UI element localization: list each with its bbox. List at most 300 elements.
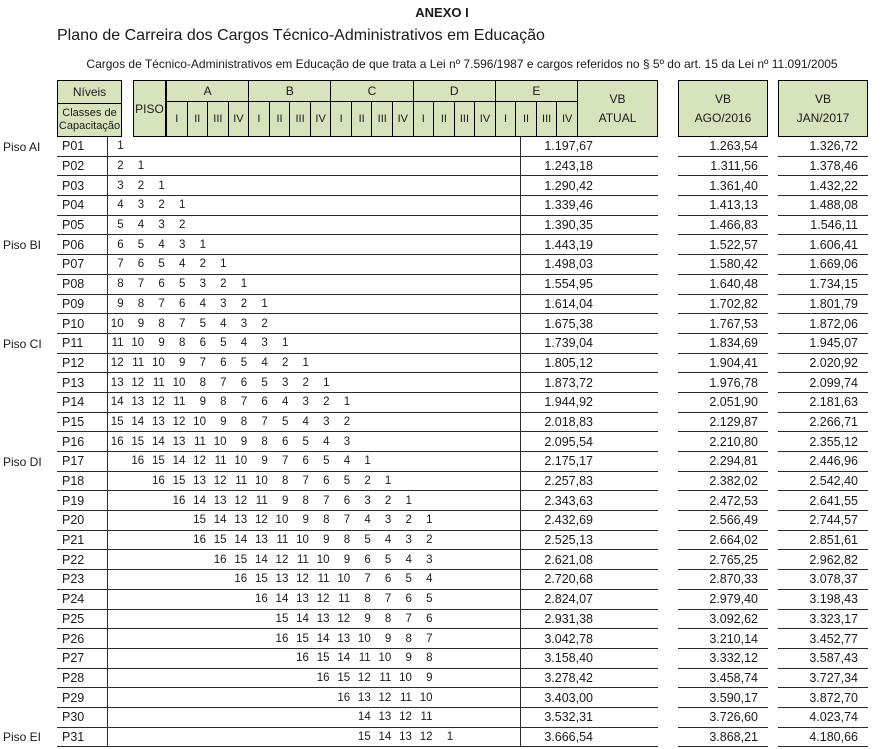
sublevel-header: II [434, 102, 455, 136]
step-cell: 8 [426, 652, 433, 665]
step-cell [438, 354, 459, 373]
vb-ago-line2: AGO/2016 [694, 110, 752, 125]
step-cell: 8 [261, 435, 268, 448]
table-row [0, 334, 884, 354]
step-cell [417, 295, 438, 314]
table-row [0, 590, 884, 610]
step-cell [438, 629, 459, 648]
step-cell [252, 669, 273, 688]
step-cell [273, 708, 294, 727]
step-cell: 5 [240, 356, 248, 369]
step-cell [335, 314, 356, 333]
piso-group-label [0, 157, 57, 177]
step-cell: 10 [254, 475, 268, 488]
step-cell [211, 137, 232, 156]
table-row [0, 137, 884, 157]
step-cell [108, 669, 129, 688]
step-cell [396, 393, 417, 412]
step-cell [355, 176, 376, 195]
step-cell [479, 432, 500, 451]
step-cell: 10 [316, 553, 330, 566]
vb-atual-line2: ATUAL [598, 110, 637, 125]
step-cell [335, 373, 356, 392]
step-cell: 3 [158, 219, 165, 232]
step-cell: 5 [261, 376, 268, 389]
piso-cell: P28 [57, 669, 108, 688]
step-cell [252, 216, 273, 235]
step-cell [438, 452, 459, 471]
step-cell: 6 [158, 278, 165, 291]
column-gap [768, 216, 778, 236]
vb-ago-2016-cell: 2.566,49 [678, 511, 768, 531]
vb-atual-cell: 2.095,54 [520, 432, 601, 451]
step-cell [479, 629, 500, 648]
vb-atual-cell: 1.443,19 [520, 235, 601, 254]
vb-jan-2017-cell: 2.542,40 [778, 472, 868, 492]
step-cell: 4 [199, 297, 206, 310]
step-cell: 6 [117, 238, 124, 251]
step-cell [170, 688, 191, 707]
step-cell [458, 649, 479, 668]
step-cell [108, 629, 129, 648]
row-main-segment [57, 511, 658, 531]
step-cell [108, 511, 129, 530]
step-cell [129, 511, 150, 530]
column-gap [658, 373, 678, 393]
step-cell: 14 [254, 553, 268, 566]
step-cell [129, 629, 150, 648]
step-cell: 10 [296, 534, 309, 547]
step-cell: 6 [137, 258, 145, 271]
column-gap [768, 570, 778, 590]
step-cell: 13 [296, 593, 309, 606]
vb-jan-2017-cell: 1.734,15 [778, 275, 868, 295]
step-cell [293, 196, 314, 215]
step-cell [232, 649, 253, 668]
row-main-segment [57, 393, 658, 413]
step-cell [479, 708, 500, 727]
step-cell [211, 570, 232, 589]
step-cell: 1 [261, 297, 268, 310]
step-cell [376, 216, 397, 235]
step-cell [458, 137, 479, 156]
step-cell [355, 314, 376, 333]
step-cell [458, 314, 479, 333]
step-cell [479, 550, 500, 569]
sublevel-header: II [516, 102, 537, 136]
step-cell: 13 [378, 711, 392, 724]
step-cell: 5 [158, 258, 165, 271]
piso-group-label: Piso DI [3, 454, 42, 469]
step-cell [293, 137, 314, 156]
step-cell [499, 669, 520, 688]
step-cell: 1 [117, 140, 124, 153]
step-cell: 7 [240, 396, 248, 409]
row-main-segment [57, 314, 658, 334]
step-cell [108, 590, 129, 609]
step-cell: 10 [378, 652, 392, 665]
step-cell [438, 373, 459, 392]
step-cell [170, 728, 191, 747]
vb-jan-2017-cell: 2.851,61 [778, 531, 868, 551]
step-cell: 12 [399, 711, 412, 724]
vb-atual-cell: 1.739,04 [520, 334, 601, 353]
column-gap [768, 176, 778, 196]
vb-ago-2016-cell: 2.129,87 [678, 413, 768, 433]
step-cell [458, 354, 479, 373]
step-cell: 3 [199, 278, 206, 291]
column-gap [768, 491, 778, 511]
piso-group-label [0, 373, 57, 393]
step-cell [458, 275, 479, 294]
step-cell [499, 354, 520, 373]
table-row [0, 235, 884, 255]
row-main-segment [57, 708, 658, 728]
steps-cells [108, 176, 520, 195]
steps-cells [108, 137, 520, 156]
step-cell [190, 157, 211, 176]
step-cell [211, 708, 232, 727]
step-cell: 7 [178, 317, 186, 330]
vb-ago-2016-cell: 1.263,54 [678, 137, 768, 157]
annex-title: ANEXO I [415, 5, 469, 20]
step-cell [232, 235, 253, 254]
step-cell: 11 [235, 475, 248, 488]
steps-cells [108, 472, 520, 491]
sublevel-header: III [537, 102, 558, 136]
vb-ago-2016-cell: 1.522,57 [678, 235, 768, 255]
step-cell [458, 235, 479, 254]
step-cell [396, 196, 417, 215]
step-cell [335, 176, 356, 195]
step-cell [499, 216, 520, 235]
vb-jan-2017-cell: 1.546,11 [778, 216, 868, 236]
step-cell: 1 [446, 730, 454, 743]
step-cell: 7 [281, 455, 289, 468]
step-cell [438, 413, 459, 432]
step-cell: 4 [364, 514, 371, 527]
step-cell [499, 295, 520, 314]
column-gap [658, 531, 678, 551]
table-row [0, 275, 884, 295]
column-gap [658, 216, 678, 236]
vb-atual-cell: 2.931,38 [520, 610, 601, 629]
piso-group-label [0, 570, 57, 590]
table-row [0, 196, 884, 216]
piso-group-label [0, 176, 57, 196]
step-cell [149, 708, 170, 727]
step-cell [314, 275, 335, 294]
step-cell [396, 432, 417, 451]
step-cell: 15 [193, 514, 206, 527]
step-cell [396, 137, 417, 156]
column-gap [658, 570, 678, 590]
step-cell: 9 [158, 337, 165, 350]
step-cell: 4 [137, 219, 145, 232]
piso-group-label [0, 275, 57, 295]
column-gap [658, 550, 678, 570]
step-cell: 1 [426, 514, 433, 527]
step-cell [273, 728, 294, 747]
step-cell [252, 196, 273, 215]
step-cell [458, 570, 479, 589]
step-cell [376, 196, 397, 215]
vb-jan-2017-cell: 1.872,06 [778, 314, 868, 334]
step-cell [252, 708, 273, 727]
vb-ago-2016-cell: 2.382,02 [678, 472, 768, 492]
step-cell [190, 196, 211, 215]
column-gap [768, 354, 778, 374]
step-cell: 5 [384, 553, 392, 566]
row-main-segment [57, 413, 658, 433]
piso-group-label [0, 196, 57, 216]
step-cell: 2 [117, 160, 124, 173]
vb-jan-2017-cell: 1.488,08 [778, 196, 868, 216]
steps-cells [108, 570, 520, 589]
piso-cell: P19 [57, 491, 108, 510]
piso-group-label [0, 669, 57, 689]
vb-jan-line1: VB [814, 91, 831, 106]
header-niveis: Níveis [57, 80, 122, 104]
piso-group-label: Piso EI [3, 730, 42, 745]
piso-cell: P22 [57, 550, 108, 569]
column-gap [768, 413, 778, 433]
vb-ago-2016-cell: 2.664,02 [678, 531, 768, 551]
step-cell: 5 [426, 593, 433, 606]
step-cell: 5 [281, 415, 289, 428]
step-cell [149, 137, 170, 156]
step-cell: 16 [172, 494, 186, 507]
step-cell [438, 196, 459, 215]
step-cell: 15 [275, 612, 289, 625]
step-cell: 16 [296, 652, 309, 665]
step-cell [273, 275, 294, 294]
vb-jan-2017-cell: 1.945,07 [778, 334, 868, 354]
column-gap [768, 235, 778, 255]
step-cell: 16 [337, 691, 351, 704]
step-cell: 3 [117, 179, 124, 192]
step-cell [438, 432, 459, 451]
step-cell [335, 157, 356, 176]
piso-cell: P04 [57, 196, 108, 215]
step-cell [479, 295, 500, 314]
step-cell: 4 [240, 337, 248, 350]
piso-cell: P12 [57, 354, 108, 373]
piso-cell: P02 [57, 157, 108, 176]
steps-cells [108, 669, 520, 688]
column-gap [768, 511, 778, 531]
step-cell [293, 708, 314, 727]
step-cell [335, 275, 356, 294]
steps-cells [108, 452, 520, 471]
column-gap [658, 393, 678, 413]
step-cell [479, 688, 500, 707]
vb-ago-2016-cell: 1.413,13 [678, 196, 768, 216]
step-cell [417, 275, 438, 294]
sublevel-header: I [249, 102, 270, 136]
vb-atual-cell: 2.432,69 [520, 511, 601, 530]
step-cell [479, 235, 500, 254]
step-cell: 2 [405, 514, 412, 527]
step-cell [190, 176, 211, 195]
step-cell [458, 216, 479, 235]
step-cell [499, 373, 520, 392]
step-cell: 15 [296, 632, 309, 645]
piso-group-label [0, 531, 57, 551]
step-cell [438, 334, 459, 353]
step-cell: 4 [281, 396, 289, 409]
step-cell [129, 669, 150, 688]
step-cell [479, 590, 500, 609]
step-cell [129, 570, 150, 589]
step-cell [417, 354, 438, 373]
step-cell: 15 [213, 534, 227, 547]
column-gap [658, 275, 678, 295]
step-cell [417, 196, 438, 215]
vb-jan-2017-cell: 1.432,22 [778, 176, 868, 196]
step-cell [170, 531, 191, 550]
vb-ago-2016-cell: 1.976,78 [678, 373, 768, 393]
table-row [0, 728, 884, 748]
step-cell [129, 137, 150, 156]
step-cell: 11 [173, 396, 186, 409]
step-cell: 1 [220, 258, 227, 271]
step-cell [273, 314, 294, 333]
column-gap [658, 629, 678, 649]
step-cell [355, 413, 376, 432]
column-gap [658, 235, 678, 255]
sublevel-header: IV [229, 102, 250, 136]
step-cell [129, 610, 150, 629]
step-cell [499, 275, 520, 294]
table-body [0, 137, 884, 747]
step-cell [417, 393, 438, 412]
vb-jan-2017-cell: 1.669,06 [778, 255, 868, 275]
steps-cells [108, 157, 520, 176]
vb-jan-2017-cell: 3.323,17 [778, 610, 868, 630]
step-cell [458, 491, 479, 510]
step-cell [149, 669, 170, 688]
step-cell [355, 432, 376, 451]
step-cell: 9 [240, 435, 248, 448]
step-cell [499, 531, 520, 550]
step-cell [458, 610, 479, 629]
vb-jan-2017-cell: 2.962,82 [778, 550, 868, 570]
piso-group-label [0, 393, 57, 413]
step-cell [499, 137, 520, 156]
step-cell [335, 354, 356, 373]
step-cell: 16 [193, 534, 206, 547]
step-cell [376, 295, 397, 314]
step-cell [479, 216, 500, 235]
step-cell [129, 708, 150, 727]
step-cell [190, 688, 211, 707]
step-cell [314, 235, 335, 254]
table-row [0, 708, 884, 728]
piso-cell: P25 [57, 610, 108, 629]
column-gap [768, 669, 778, 689]
step-cell: 11 [111, 337, 124, 350]
step-cell: 1 [158, 179, 165, 192]
steps-cells [108, 354, 520, 373]
step-cell [458, 334, 479, 353]
column-gap [768, 432, 778, 452]
step-cell: 15 [254, 573, 268, 586]
column-gap [658, 688, 678, 708]
step-cell: 7 [405, 612, 412, 625]
step-cell [108, 610, 129, 629]
table-row [0, 314, 884, 334]
step-cell: 6 [261, 396, 268, 409]
step-cell [252, 610, 273, 629]
steps-cells [108, 649, 520, 668]
step-cell [355, 334, 376, 353]
vb-ago-2016-cell: 3.726,60 [678, 708, 768, 728]
row-main-segment [57, 157, 658, 177]
step-cell [499, 550, 520, 569]
step-cell: 5 [405, 573, 412, 586]
step-cell [335, 137, 356, 156]
step-cell: 5 [302, 435, 309, 448]
step-cell [232, 590, 253, 609]
vb-atual-cell: 2.824,07 [520, 590, 601, 609]
step-cell: 15 [151, 455, 165, 468]
page-title: Plano de Carreira dos Cargos Técnico-Administrativos em Educação [57, 27, 545, 44]
step-cell: 9 [343, 553, 351, 566]
step-cell [376, 334, 397, 353]
step-cell: 7 [117, 258, 124, 271]
step-cell: 6 [343, 494, 351, 507]
step-cell: 1 [302, 356, 309, 369]
step-cell [396, 216, 417, 235]
step-cell [499, 728, 520, 747]
vb-jan-2017-cell: 2.181,63 [778, 393, 868, 413]
step-cell [273, 235, 294, 254]
step-cell [479, 511, 500, 530]
step-cell [149, 728, 170, 747]
step-cell [170, 610, 191, 629]
step-cell [149, 570, 170, 589]
vb-atual-cell: 1.805,12 [520, 354, 601, 373]
step-cell [190, 629, 211, 648]
table-row [0, 531, 884, 551]
step-cell [355, 137, 376, 156]
step-cell: 4 [117, 199, 124, 212]
piso-group-label [0, 688, 57, 708]
step-cell [293, 295, 314, 314]
step-cell: 7 [220, 376, 227, 389]
table-row [0, 157, 884, 177]
step-cell [499, 491, 520, 510]
column-gap [658, 452, 678, 472]
step-cell [458, 432, 479, 451]
vb-ago-line1: VB [714, 91, 731, 106]
step-cell [376, 393, 397, 412]
row-main-segment [57, 137, 658, 157]
header-niveis-block [57, 80, 122, 137]
step-cell: 12 [110, 356, 124, 369]
header-vb-ago-2016 [678, 80, 768, 137]
step-cell [479, 413, 500, 432]
step-cell [190, 669, 211, 688]
vb-jan-2017-cell: 3.198,43 [778, 590, 868, 610]
step-cell [499, 176, 520, 195]
step-cell: 7 [261, 415, 268, 428]
level-group-header: E [532, 84, 541, 98]
step-cell [232, 688, 253, 707]
row-main-segment [57, 550, 658, 570]
steps-cells [108, 235, 520, 254]
